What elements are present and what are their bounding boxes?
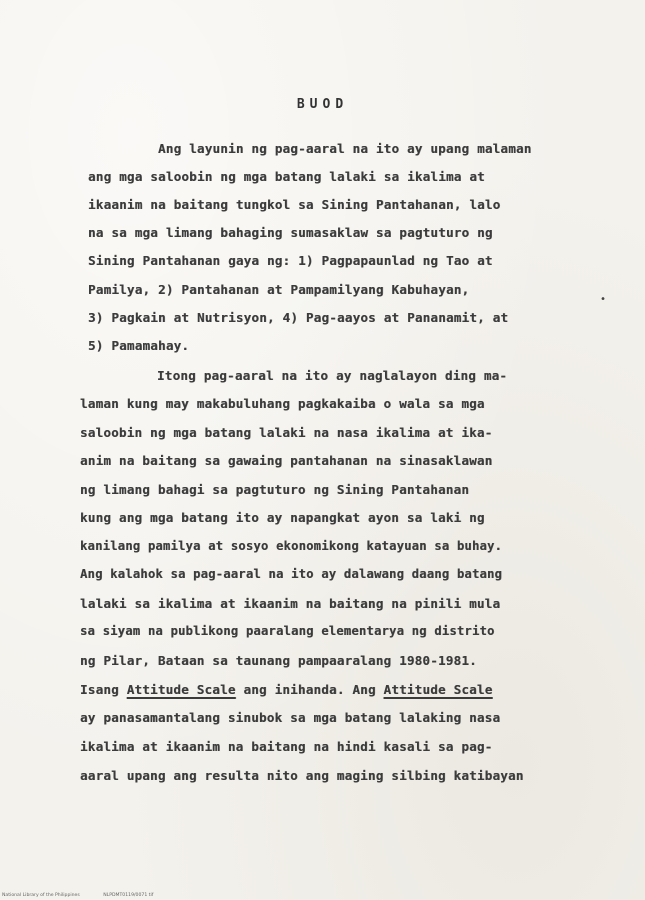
- text-line: kung ang mga batang ito ay napangkat ayon sa laki ng: [80, 510, 485, 525]
- text-line: ng limang bahagi sa pagtuturo ng Sining Pantahanan: [80, 482, 470, 497]
- text-line: na sa mga limang bahaging sumasaklaw sa pagtuturo ng: [88, 225, 493, 240]
- text-line: kanilang pamilya at sosyo ekonomikong katayuan sa buhay.: [80, 539, 503, 553]
- underlined-term: Attitude Scale: [383, 682, 493, 697]
- text-line: aaral upang ang resulta nito ang maging silbing katibayan: [80, 768, 524, 783]
- text-line: laman kung may makabuluhang pagkakaiba o wala sa mga: [80, 396, 485, 411]
- text-line: anim na baitang sa gawaing pantahanan na sinasaklawan: [80, 453, 493, 468]
- text-line: Ang kalahok sa pag-aaral na ito ay dalawang daang batang: [80, 567, 503, 581]
- text-line: ay panasamantalang sinubok sa mga batang lalaking nasa: [80, 710, 501, 725]
- text-line: Sining Pantahanan gaya ng: 1) Pagpapaunlad ng Tao at: [88, 253, 493, 268]
- text-line: saloobin ng mga batang lalaki na nasa ikalima at ika-: [80, 425, 493, 440]
- stray-dot: •: [600, 294, 607, 305]
- text-line: Ang layunin ng pag-aaral na ito ay upang malaman: [158, 141, 532, 156]
- text-line: Itong pag-aaral na ito ay naglalayon ding ma-: [157, 368, 508, 383]
- text-line: ikalima at ikaanim na baitang na hindi kasali sa pag-: [80, 739, 493, 754]
- text-line: ang mga saloobin ng mga batang lalaki sa ikalima at: [88, 169, 485, 184]
- scan-footer: [2, 893, 175, 898]
- text-line: ng Pilar, Bataan sa taunang pampaaralang 1980-1981.: [80, 653, 477, 668]
- footer-right-text: NLPDMT0119/0071 tif: [103, 893, 154, 898]
- text-line: ikaanim na baitang tungkol sa Sining Pantahanan, lalo: [88, 197, 501, 212]
- document-title: BUOD: [296, 97, 349, 112]
- text-line: sa siyam na publikong paaralang elementarya ng distrito: [80, 624, 495, 638]
- text-fragment: Isang: [80, 682, 127, 697]
- text-fragment: ang inihanda. Ang: [235, 682, 384, 697]
- underlined-term: Attitude Scale: [126, 682, 236, 697]
- text-line-attitude-scale: [80, 682, 492, 697]
- text-line: lalaki sa ikalima at ikaanim na baitang na pinili mula: [80, 596, 501, 611]
- text-line: 3) Pagkain at Nutrisyon, 4) Pag-aayos at Pananamit, at: [88, 310, 509, 325]
- text-line: 5) Pamamahay.: [88, 338, 190, 353]
- text-line: Pamilya, 2) Pantahanan at Pampamilyang Kabuhayan,: [88, 282, 470, 297]
- footer-left-text: National Library of the Philippines: [2, 893, 80, 898]
